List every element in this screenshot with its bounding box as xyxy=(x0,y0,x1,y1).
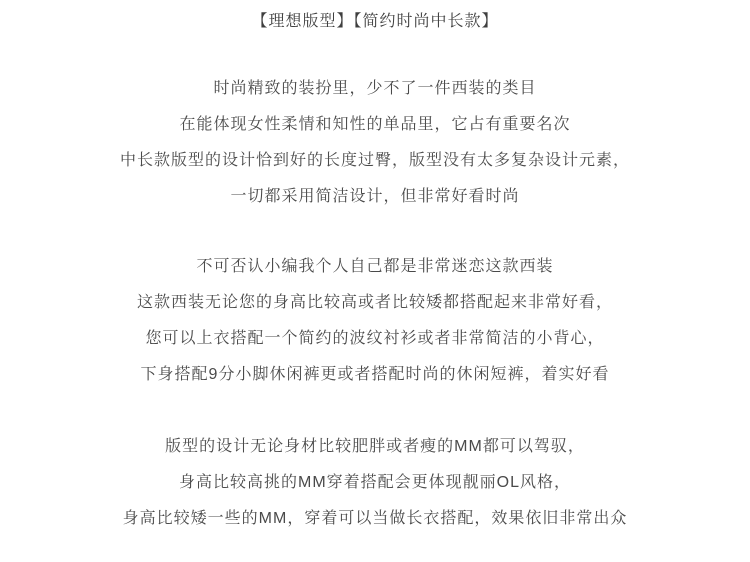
text-line: 身高比较高挑的MM穿着搭配会更体现靓丽OL风格， xyxy=(178,474,571,491)
text-line: 版型的设计无论身材比较肥胖或者瘦的MM都可以驾驭， xyxy=(165,438,585,455)
paragraph-fit-advice xyxy=(0,429,750,537)
text-line: 一切都采用简洁设计，但非常好看时尚 xyxy=(230,188,520,205)
text-line: 中长款版型的设计恰到好的长度过臀，版型没有太多复杂设计元素， xyxy=(119,152,630,169)
text-line: 这款西装无论您的身高比较高或者比较矮都搭配起来非常好看， xyxy=(136,294,613,311)
text-line: 不可否认小编我个人自己都是非常迷恋这款西装 xyxy=(196,258,554,275)
text-line: 身高比较矮一些的MM，穿着可以当做长衣搭配，效果依旧非常出众 xyxy=(122,510,628,527)
text-line: 下身搭配9分小脚休闲裤更或者搭配时尚的休闲短裤，着实好看 xyxy=(140,366,610,383)
paragraph-style-intro xyxy=(0,71,750,215)
page-title: 【理想版型】【简约时尚中长款】 xyxy=(251,13,499,30)
text-line: 您可以上衣搭配一个简约的波纹衬衫或者非常简洁的小背心， xyxy=(145,330,605,347)
text-line: 时尚精致的装扮里，少不了一件西装的类目 xyxy=(213,80,537,97)
paragraph-styling-advice xyxy=(0,249,750,393)
text-line: 在能体现女性柔情和知性的单品里，它占有重要名次 xyxy=(179,116,571,133)
